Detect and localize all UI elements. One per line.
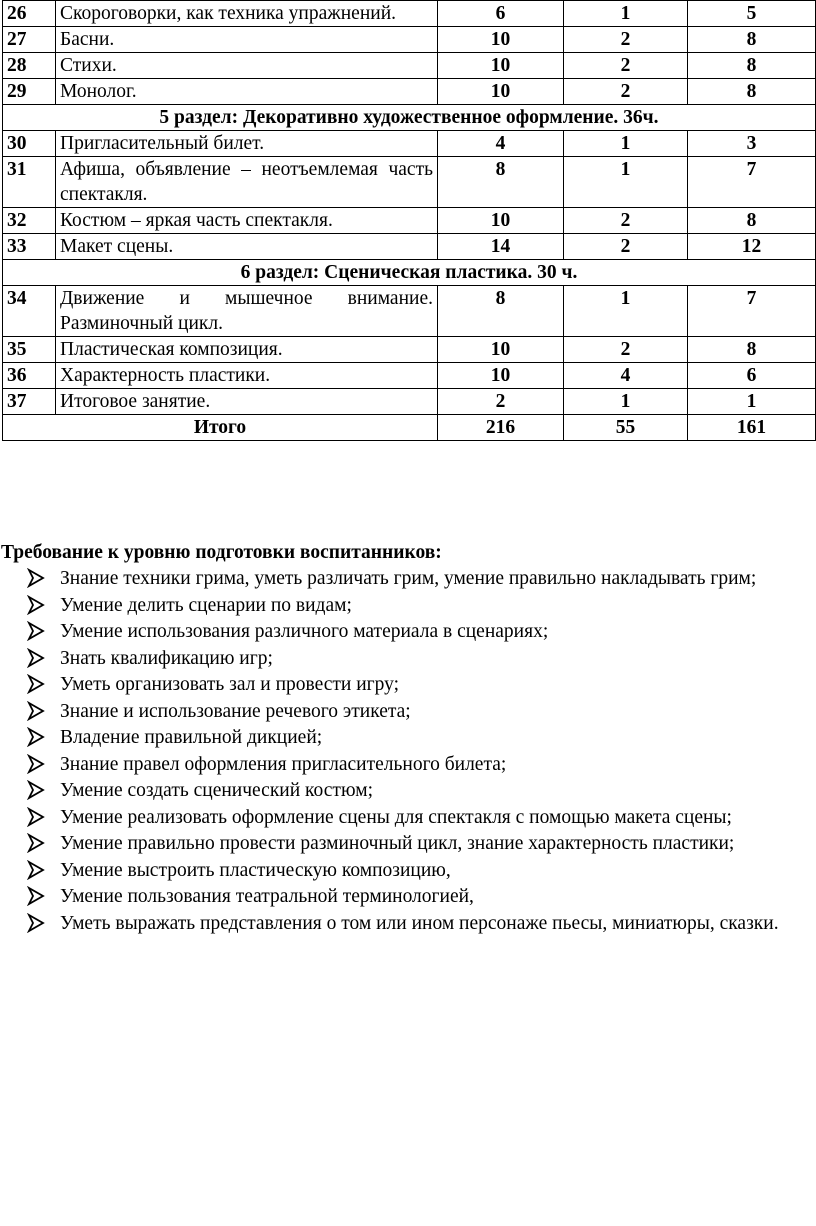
table-row xyxy=(3,131,816,157)
list-item-text: Знание техники грима, уметь различать грим, умение правильно накладывать грим; xyxy=(60,568,757,589)
hours-theory-cell: 2 xyxy=(564,208,688,234)
table-row xyxy=(3,389,816,415)
topic-cell: Макет сцены. xyxy=(56,234,438,260)
table-row xyxy=(3,53,816,79)
arrowhead-bullet-icon xyxy=(26,595,48,617)
list-item-text: Знать квалификацию игр; xyxy=(60,647,273,669)
table-row xyxy=(3,363,816,389)
table-row xyxy=(3,157,816,208)
total-practice-cell: 161 xyxy=(688,415,816,441)
row-number: 32 xyxy=(3,208,56,234)
hours-total-cell: 8 xyxy=(438,286,564,337)
hours-theory-cell: 1 xyxy=(564,389,688,415)
hours-theory-cell: 2 xyxy=(564,337,688,363)
list-item xyxy=(0,884,816,911)
table-row xyxy=(3,286,816,337)
requirements-section xyxy=(0,540,816,937)
hours-practice-cell: 1 xyxy=(688,389,816,415)
list-item xyxy=(0,778,816,805)
list-item xyxy=(0,911,816,938)
list-item-text: Умение создать сценический костюм; xyxy=(60,780,374,801)
topic-cell: Стихи. xyxy=(56,53,438,79)
topic-cell: Пластическая композиция. xyxy=(56,337,438,363)
list-item xyxy=(0,805,816,832)
hours-total-cell: 10 xyxy=(438,208,564,234)
list-item xyxy=(0,831,816,858)
table-row xyxy=(3,337,816,363)
arrowhead-bullet-icon xyxy=(26,621,48,643)
list-item xyxy=(0,725,816,752)
arrowhead-bullet-icon xyxy=(26,701,48,723)
row-number: 35 xyxy=(3,337,56,363)
arrowhead-bullet-icon xyxy=(26,913,48,935)
table-row xyxy=(3,27,816,53)
row-number: 30 xyxy=(3,131,56,157)
arrowhead-bullet-icon xyxy=(26,833,48,855)
total-row xyxy=(3,415,816,441)
arrowhead-bullet-icon xyxy=(26,860,48,882)
hours-total-cell: 10 xyxy=(438,337,564,363)
row-number: 33 xyxy=(3,234,56,260)
list-item-text: Умение использования различного материала в сценариях; xyxy=(60,621,549,642)
requirements-title: Требование к уровню подготовки воспитанников: xyxy=(1,542,442,563)
list-item-text: Умение правильно провести разминочный цикл, знание характерность пластики; xyxy=(60,833,735,854)
hours-total-cell: 2 xyxy=(438,389,564,415)
table-row xyxy=(3,79,816,105)
hours-theory-cell: 2 xyxy=(564,53,688,79)
hours-practice-cell: 7 xyxy=(688,286,816,337)
row-number: 36 xyxy=(3,363,56,389)
row-number: 26 xyxy=(3,1,56,27)
arrowhead-bullet-icon xyxy=(26,568,48,590)
list-item xyxy=(0,593,816,620)
hours-practice-cell: 8 xyxy=(688,79,816,105)
row-number: 28 xyxy=(3,53,56,79)
table-row xyxy=(3,208,816,234)
hours-total-cell: 6 xyxy=(438,1,564,27)
topic-cell: Характерность пластики. xyxy=(56,363,438,389)
hours-total-cell: 10 xyxy=(438,79,564,105)
hours-practice-cell: 8 xyxy=(688,53,816,79)
hours-theory-cell: 1 xyxy=(564,157,688,208)
curriculum-table-body xyxy=(3,1,816,441)
hours-practice-cell: 5 xyxy=(688,1,816,27)
hours-practice-cell: 12 xyxy=(688,234,816,260)
section-header-row xyxy=(3,260,816,286)
list-item xyxy=(0,646,816,673)
section-title: 6 раздел: Сценическая пластика. 30 ч. xyxy=(3,260,816,286)
list-item xyxy=(0,566,816,593)
hours-theory-cell: 2 xyxy=(564,27,688,53)
curriculum-table xyxy=(2,0,816,441)
topic-cell: Басни. xyxy=(56,27,438,53)
hours-total-cell: 10 xyxy=(438,53,564,79)
hours-theory-cell: 1 xyxy=(564,131,688,157)
arrowhead-bullet-icon xyxy=(26,674,48,696)
topic-cell: Афиша, объявление – неотъемлемая часть спектакля. xyxy=(56,157,438,208)
total-theory-cell: 55 xyxy=(564,415,688,441)
hours-total-cell: 14 xyxy=(438,234,564,260)
row-number: 29 xyxy=(3,79,56,105)
list-item-text: Умение реализовать оформление сцены для спектакля с помощью макета сцены; xyxy=(60,806,732,828)
list-item-text: Умение выстроить пластическую композицию, xyxy=(60,859,451,881)
list-item xyxy=(0,752,816,779)
hours-theory-cell: 1 xyxy=(564,286,688,337)
row-number: 27 xyxy=(3,27,56,53)
topic-cell: Пригласительный билет. xyxy=(56,131,438,157)
table-row xyxy=(3,234,816,260)
topic-cell: Костюм – яркая часть спектакля. xyxy=(56,208,438,234)
hours-practice-cell: 7 xyxy=(688,157,816,208)
list-item-text: Умение пользования театральной терминологией, xyxy=(60,886,474,907)
requirements-list xyxy=(0,566,816,937)
arrowhead-bullet-icon xyxy=(26,780,48,802)
hours-total-cell: 8 xyxy=(438,157,564,208)
list-item xyxy=(0,699,816,726)
hours-practice-cell: 3 xyxy=(688,131,816,157)
section-title: 5 раздел: Декоративно художественное оформление. 36ч. xyxy=(3,105,816,131)
arrowhead-bullet-icon xyxy=(26,727,48,749)
list-item-text: Владение правильной дикцией; xyxy=(60,727,323,748)
list-item-text: Умение делить сценарии по видам; xyxy=(60,594,352,616)
hours-total-cell: 4 xyxy=(438,131,564,157)
topic-cell: Монолог. xyxy=(56,79,438,105)
list-item-text: Знание и использование речевого этикета; xyxy=(60,700,411,722)
topic-cell: Скороговорки, как техника упражнений. xyxy=(56,1,438,27)
list-item-text: Знание правел оформления пригласительного билета; xyxy=(60,753,507,775)
hours-theory-cell: 2 xyxy=(564,79,688,105)
topic-cell: Движение и мышечное внимание. Разминочный цикл. xyxy=(56,286,438,337)
row-number: 34 xyxy=(3,286,56,337)
hours-total-cell: 10 xyxy=(438,27,564,53)
list-item xyxy=(0,858,816,885)
section-header-row xyxy=(3,105,816,131)
table-row xyxy=(3,1,816,27)
hours-practice-cell: 8 xyxy=(688,27,816,53)
hours-theory-cell: 4 xyxy=(564,363,688,389)
list-item xyxy=(0,619,816,646)
row-number: 31 xyxy=(3,157,56,208)
total-label: Итого xyxy=(3,415,438,441)
hours-practice-cell: 8 xyxy=(688,208,816,234)
hours-practice-cell: 6 xyxy=(688,363,816,389)
arrowhead-bullet-icon xyxy=(26,754,48,776)
arrowhead-bullet-icon xyxy=(26,648,48,670)
row-number: 37 xyxy=(3,389,56,415)
topic-cell: Итоговое занятие. xyxy=(56,389,438,415)
arrowhead-bullet-icon xyxy=(26,886,48,908)
hours-theory-cell: 2 xyxy=(564,234,688,260)
list-item-text: Уметь организовать зал и провести игру; xyxy=(60,674,400,695)
hours-practice-cell: 8 xyxy=(688,337,816,363)
hours-theory-cell: 1 xyxy=(564,1,688,27)
total-hours-cell: 216 xyxy=(438,415,564,441)
list-item-text: Уметь выражать представления о том или ином персонаже пьесы, миниатюры, сказки. xyxy=(60,912,779,934)
hours-total-cell: 10 xyxy=(438,363,564,389)
arrowhead-bullet-icon xyxy=(26,807,48,829)
list-item xyxy=(0,672,816,699)
